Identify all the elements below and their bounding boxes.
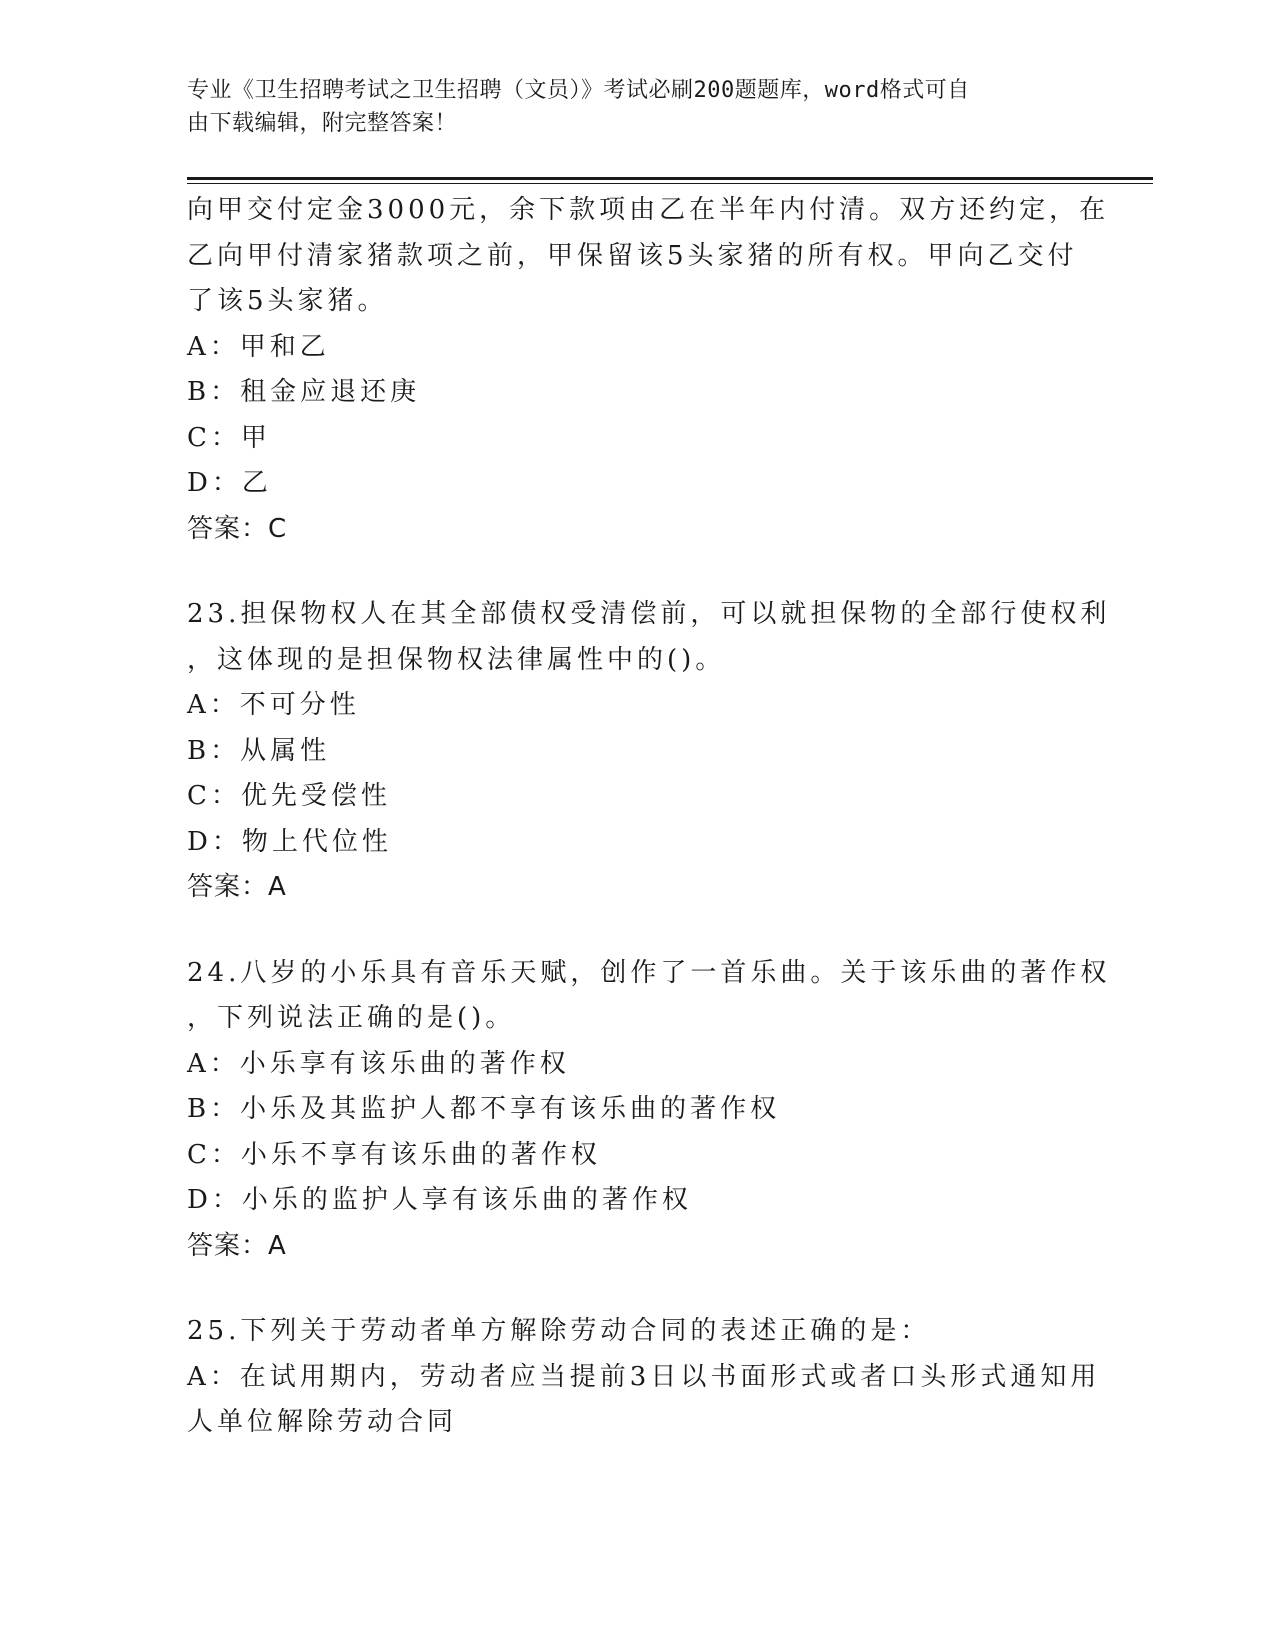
- question-spacer: [187, 552, 1087, 592]
- question-text-line: ，下列说法正确的是()。: [187, 1003, 516, 1033]
- answer-line: 答案：C: [187, 513, 288, 544]
- header-line-2: 由下载编辑，附完整答案！: [187, 111, 458, 136]
- question-text-line: 向甲交付定金3000元，余下款项由乙在半年内付清。双方还约定，在: [187, 195, 1110, 225]
- header-divider-thick: [187, 177, 1153, 180]
- document-body: [187, 188, 1111, 1446]
- option-d: D：物上代位性: [187, 826, 392, 857]
- question-text-line: 23.担保物权人在其全部债权受清偿前，可以就担保物的全部行使权利: [187, 599, 1111, 629]
- option-a: A：小乐享有该乐曲的著作权: [187, 1048, 570, 1079]
- option-c: C：优先受偿性: [187, 781, 391, 811]
- question-spacer: [187, 1269, 1087, 1309]
- question-text-line: 乙向甲付清家猪款项之前，甲保留该5头家猪的所有权。甲向乙交付: [187, 240, 1078, 271]
- option-a: A：不可分性: [187, 690, 360, 720]
- document-header: [187, 74, 1067, 140]
- answer-line: 答案：A: [187, 872, 287, 902]
- header-divider-thin: [187, 183, 1153, 184]
- option-d: D：小乐的监护人享有该乐曲的著作权: [187, 1185, 692, 1215]
- answer-line: 答案：A: [187, 1230, 287, 1261]
- question-25: [187, 1309, 1101, 1446]
- question-text-line: 了该5头家猪。: [187, 286, 388, 316]
- question-24: [187, 951, 1111, 1270]
- option-b: B：从属性: [187, 735, 331, 766]
- header-line-1: 专业《卫生招聘考试之卫生招聘（文员）》考试必刷200题题库，word格式可自: [187, 78, 970, 103]
- option-c: C：小乐不享有该乐曲的著作权: [187, 1139, 601, 1170]
- option-c: C：甲: [187, 422, 271, 453]
- option-a: A：甲和乙: [187, 331, 330, 362]
- option-a-continued: 人单位解除劳动合同: [187, 1407, 458, 1437]
- question-text-line: 24.八岁的小乐具有音乐天赋，创作了一首乐曲。关于该乐曲的著作权: [187, 957, 1111, 988]
- question-spacer: [187, 911, 1087, 951]
- question-23: [187, 592, 1111, 911]
- question-22-continuation: [187, 188, 1110, 552]
- option-d: D：乙: [187, 468, 272, 498]
- option-b: B：租金应退还庚: [187, 377, 421, 407]
- question-text-line: 25.下列关于劳动者单方解除劳动合同的表述正确的是：: [187, 1316, 931, 1346]
- question-text-line: ，这体现的是担保物权法律属性中的()。: [187, 644, 726, 675]
- option-a: A：在试用期内，劳动者应当提前3日以书面形式或者口头形式通知用: [187, 1361, 1101, 1392]
- option-b: B：小乐及其监护人都不享有该乐曲的著作权: [187, 1094, 781, 1124]
